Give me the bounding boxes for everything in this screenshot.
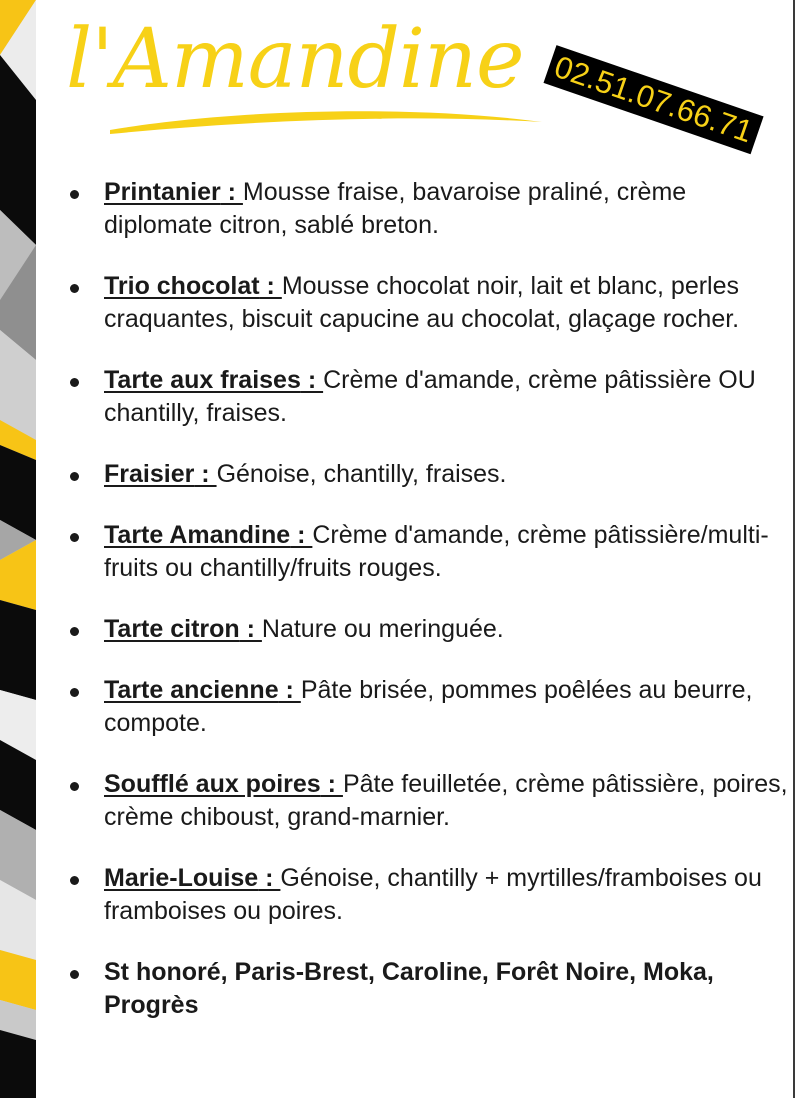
item-description: Génoise, chantilly, fraises.: [216, 460, 507, 488]
item-separator: :: [259, 272, 282, 300]
extra-pastries-list: St honoré, Paris-Brest, Caroline, Forêt Noire, Moka, Progrès: [104, 958, 714, 1019]
item-name: Tarte aux fraises: [104, 366, 301, 394]
item-separator: :: [300, 366, 324, 394]
item-name: Tarte Amandine: [104, 521, 291, 549]
bullet-icon: [70, 782, 79, 791]
item-separator: :: [258, 864, 281, 892]
item-description: Pâte feuilletée, crème pâtissière, poires, crème chiboust, grand-marnier.: [104, 770, 788, 831]
item-description: Nature ou meringuée.: [261, 615, 504, 643]
bullet-icon: [70, 876, 79, 885]
item-name: Soufflé aux poires: [104, 770, 321, 798]
right-border: [793, 0, 795, 1098]
phone-number-badge: 02.51.07.66.71: [543, 45, 763, 154]
item-separator: :: [194, 460, 217, 488]
item-description: Mousse chocolat noir, lait et blanc, perles craquantes, biscuit capucine au chocolat, glaçage rocher.: [104, 272, 740, 333]
brand-underline-swoosh: [106, 102, 546, 136]
item-name: Marie-Louise: [104, 864, 259, 892]
item-separator: :: [290, 521, 313, 549]
item-name: Trio chocolat: [104, 272, 260, 300]
pastry-menu-list: [64, 176, 792, 1022]
bullet-icon: [70, 533, 79, 542]
bullet-icon: [70, 284, 79, 293]
menu-item: [64, 862, 792, 928]
menu-item: [64, 674, 792, 740]
menu-item: [64, 364, 792, 430]
item-separator: :: [278, 676, 301, 704]
bullet-icon: [70, 688, 79, 697]
menu-item: [64, 519, 792, 585]
bullet-icon: [70, 970, 79, 979]
item-description: Crème d'amande, crème pâtissière/multi-fruits ou chantilly/fruits rouges.: [104, 521, 769, 582]
item-name: Tarte citron: [104, 615, 240, 643]
menu-item: [64, 176, 792, 242]
item-separator: :: [220, 178, 243, 206]
item-description: Mousse fraise, bavaroise praliné, crème diplomate citron, sablé breton.: [104, 178, 687, 239]
item-description: Génoise, chantilly + myrtilles/framboises ou framboises ou poires.: [104, 864, 762, 925]
item-name: Printanier: [104, 178, 221, 206]
item-description: Crème d'amande, crème pâtissière OU chantilly, fraises.: [104, 366, 756, 427]
menu-item-extra: [64, 956, 792, 1022]
item-separator: :: [320, 770, 343, 798]
bullet-icon: [70, 627, 79, 636]
brand-name: l'Amandine: [66, 12, 524, 107]
brand-logo: [66, 10, 526, 135]
menu-item: [64, 613, 792, 646]
bullet-icon: [70, 472, 79, 481]
item-name: Fraisier: [104, 460, 195, 488]
bullet-icon: [70, 190, 79, 199]
menu-item: [64, 768, 792, 834]
item-description: Pâte brisée, pommes poêlées au beurre, compote.: [104, 676, 753, 737]
item-separator: :: [239, 615, 262, 643]
item-name: Tarte ancienne: [104, 676, 279, 704]
bullet-icon: [70, 378, 79, 387]
menu-item: [64, 270, 792, 336]
menu-item: [64, 458, 792, 491]
decorative-geometric-strip: [0, 0, 36, 1098]
